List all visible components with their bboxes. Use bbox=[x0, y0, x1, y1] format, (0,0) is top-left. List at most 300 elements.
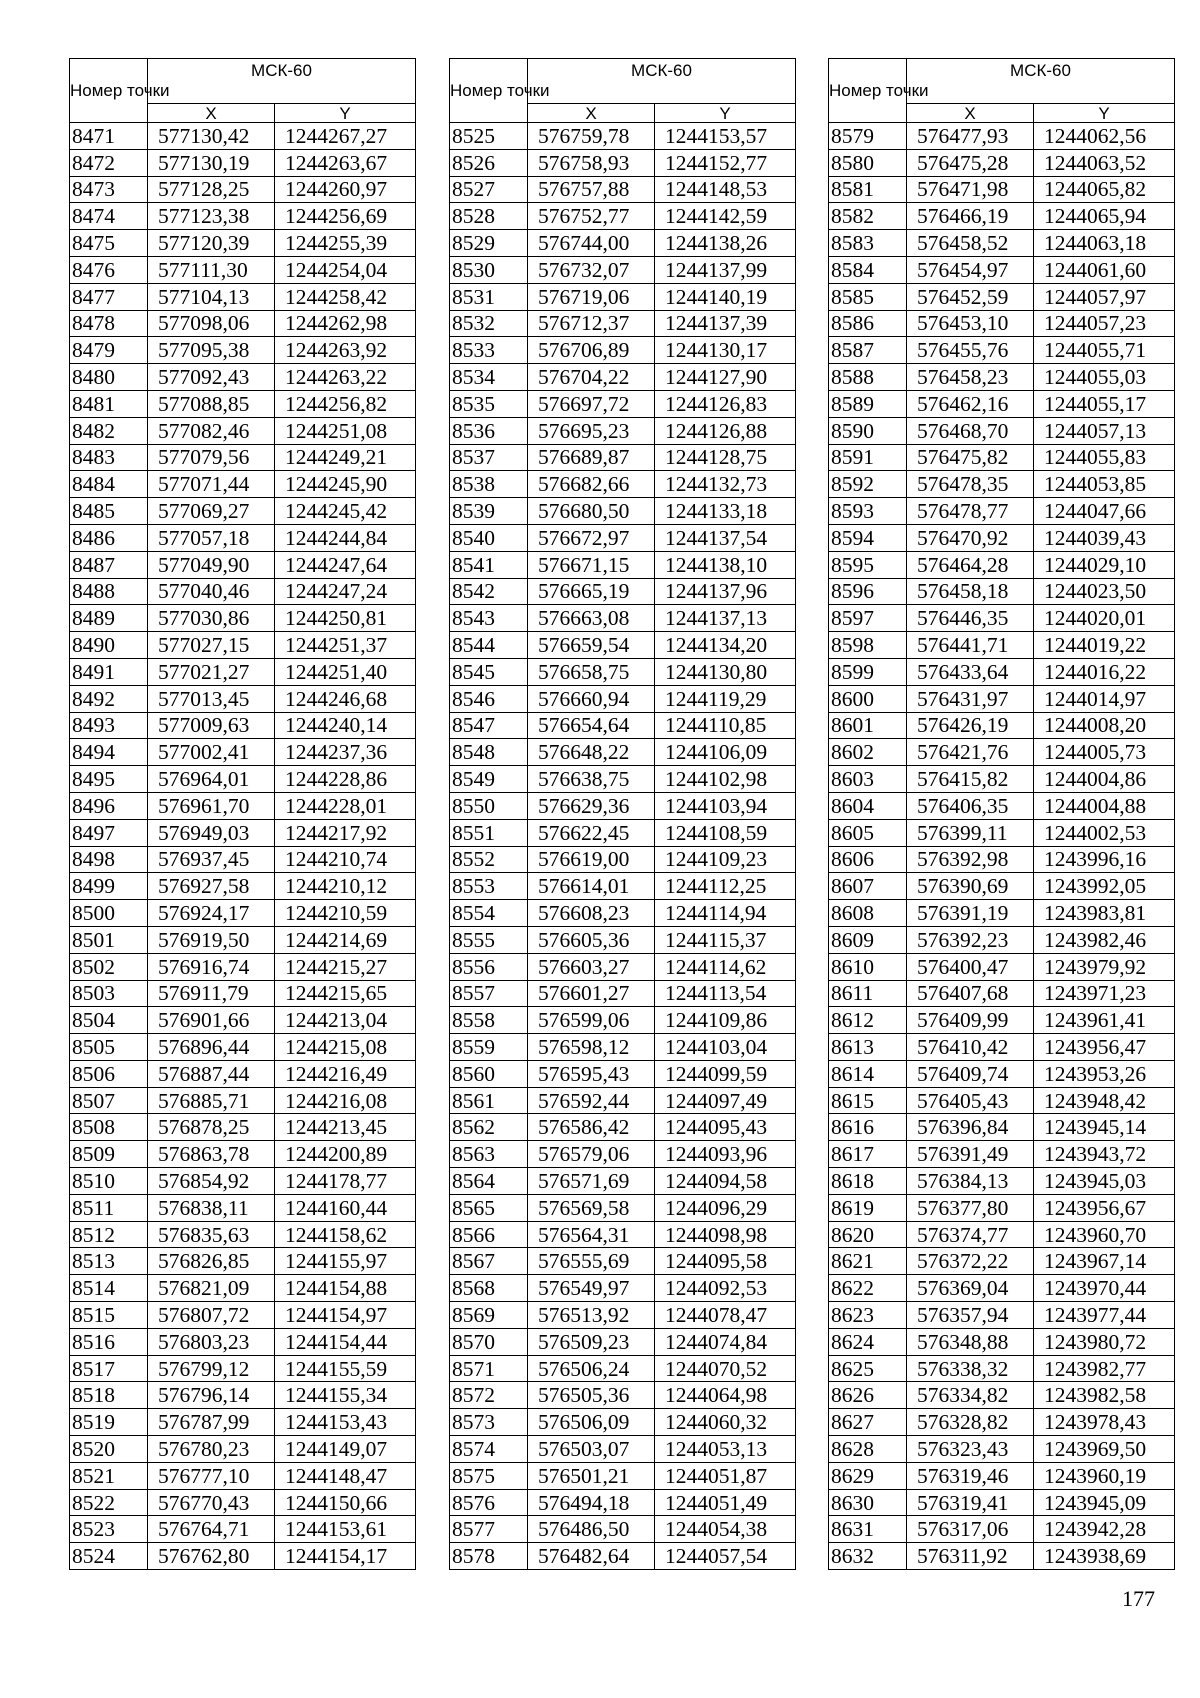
y-cell: 1244051,87 bbox=[655, 1462, 796, 1489]
point-number-header: Номер точки bbox=[70, 59, 148, 123]
y-cell: 1244140,19 bbox=[655, 283, 796, 310]
y-cell: 1244215,08 bbox=[275, 1034, 416, 1061]
x-cell: 576803,23 bbox=[148, 1328, 275, 1355]
x-cell: 576323,43 bbox=[907, 1436, 1034, 1463]
x-cell: 576391,49 bbox=[907, 1141, 1034, 1168]
table-row bbox=[450, 578, 796, 605]
point-number-cell: 8501 bbox=[70, 926, 148, 953]
table-row bbox=[450, 819, 796, 846]
x-cell: 576458,23 bbox=[907, 364, 1034, 391]
x-cell: 576622,45 bbox=[528, 819, 655, 846]
x-cell: 576719,06 bbox=[528, 283, 655, 310]
x-cell: 576796,14 bbox=[148, 1382, 275, 1409]
table-row bbox=[829, 1328, 1175, 1355]
y-cell: 1244137,13 bbox=[655, 605, 796, 632]
x-cell: 576317,06 bbox=[907, 1516, 1034, 1543]
y-cell: 1244097,49 bbox=[655, 1087, 796, 1114]
x-cell: 576409,99 bbox=[907, 1007, 1034, 1034]
y-cell: 1243945,03 bbox=[1034, 1168, 1175, 1195]
x-cell: 576648,22 bbox=[528, 739, 655, 766]
x-cell: 576433,64 bbox=[907, 658, 1034, 685]
coordinates-table-2 bbox=[449, 58, 796, 1570]
point-number-cell: 8601 bbox=[829, 712, 907, 739]
y-cell: 1244138,26 bbox=[655, 230, 796, 257]
y-cell: 1244153,61 bbox=[275, 1516, 416, 1543]
table-row bbox=[70, 1141, 416, 1168]
x-cell: 576826,85 bbox=[148, 1248, 275, 1275]
point-number-cell: 8563 bbox=[450, 1141, 528, 1168]
point-number-cell: 8588 bbox=[829, 364, 907, 391]
table-row bbox=[70, 498, 416, 525]
x-cell: 576787,99 bbox=[148, 1409, 275, 1436]
y-cell: 1244213,45 bbox=[275, 1114, 416, 1141]
y-cell: 1244244,84 bbox=[275, 524, 416, 551]
x-cell: 576838,11 bbox=[148, 1194, 275, 1221]
x-cell: 576399,11 bbox=[907, 819, 1034, 846]
y-cell: 1244245,42 bbox=[275, 498, 416, 525]
y-cell: 1244137,99 bbox=[655, 256, 796, 283]
x-cell: 577030,86 bbox=[148, 605, 275, 632]
y-cell: 1244109,86 bbox=[655, 1007, 796, 1034]
table-row bbox=[70, 1275, 416, 1302]
table-row bbox=[829, 1141, 1175, 1168]
table-row bbox=[70, 1087, 416, 1114]
x-cell: 576759,78 bbox=[528, 123, 655, 150]
point-number-cell: 8576 bbox=[450, 1489, 528, 1516]
x-cell: 576919,50 bbox=[148, 926, 275, 953]
point-number-cell: 8476 bbox=[70, 256, 148, 283]
point-number-cell: 8543 bbox=[450, 605, 528, 632]
x-cell: 576752,77 bbox=[528, 203, 655, 230]
x-cell: 576441,71 bbox=[907, 632, 1034, 659]
table-row bbox=[829, 1355, 1175, 1382]
x-cell: 576732,07 bbox=[528, 256, 655, 283]
y-cell: 1244250,81 bbox=[275, 605, 416, 632]
point-number-cell: 8549 bbox=[450, 766, 528, 793]
point-number-cell: 8537 bbox=[450, 444, 528, 471]
x-cell: 576466,19 bbox=[907, 203, 1034, 230]
table-row bbox=[70, 551, 416, 578]
y-cell: 1243982,58 bbox=[1034, 1382, 1175, 1409]
table-row bbox=[829, 1060, 1175, 1087]
point-number-cell: 8626 bbox=[829, 1382, 907, 1409]
x-cell: 576927,58 bbox=[148, 873, 275, 900]
point-number-cell: 8567 bbox=[450, 1248, 528, 1275]
x-cell: 576924,17 bbox=[148, 900, 275, 927]
point-number-cell: 8579 bbox=[829, 123, 907, 150]
table-row bbox=[829, 471, 1175, 498]
x-cell: 576372,22 bbox=[907, 1248, 1034, 1275]
x-cell: 576614,01 bbox=[528, 873, 655, 900]
y-cell: 1244262,98 bbox=[275, 310, 416, 337]
y-cell: 1244060,32 bbox=[655, 1409, 796, 1436]
y-cell: 1244099,59 bbox=[655, 1060, 796, 1087]
y-cell: 1244127,90 bbox=[655, 364, 796, 391]
point-number-cell: 8613 bbox=[829, 1034, 907, 1061]
y-cell: 1244240,14 bbox=[275, 712, 416, 739]
x-cell: 576477,93 bbox=[907, 123, 1034, 150]
table-row bbox=[450, 551, 796, 578]
point-number-cell: 8506 bbox=[70, 1060, 148, 1087]
y-cell: 1244132,73 bbox=[655, 471, 796, 498]
x-cell: 576619,00 bbox=[528, 846, 655, 873]
y-cell: 1244237,36 bbox=[275, 739, 416, 766]
y-cell: 1244065,82 bbox=[1034, 176, 1175, 203]
y-cell: 1244154,17 bbox=[275, 1543, 416, 1570]
x-cell: 576665,19 bbox=[528, 578, 655, 605]
point-number-cell: 8546 bbox=[450, 685, 528, 712]
y-cell: 1244016,22 bbox=[1034, 658, 1175, 685]
table-row bbox=[450, 364, 796, 391]
x-cell: 576377,80 bbox=[907, 1194, 1034, 1221]
table-row bbox=[450, 1007, 796, 1034]
point-number-cell: 8624 bbox=[829, 1328, 907, 1355]
table-row bbox=[829, 1168, 1175, 1195]
y-cell: 1244154,44 bbox=[275, 1328, 416, 1355]
coordinate-system-header: МСК-60 bbox=[528, 59, 796, 104]
x-cell: 576470,92 bbox=[907, 524, 1034, 551]
point-number-cell: 8504 bbox=[70, 1007, 148, 1034]
x-cell: 576961,70 bbox=[148, 792, 275, 819]
x-cell: 576671,15 bbox=[528, 551, 655, 578]
point-number-cell: 8566 bbox=[450, 1221, 528, 1248]
table-row bbox=[829, 1489, 1175, 1516]
x-cell: 577021,27 bbox=[148, 658, 275, 685]
point-number-cell: 8471 bbox=[70, 123, 148, 150]
point-number-cell: 8585 bbox=[829, 283, 907, 310]
x-cell: 576807,72 bbox=[148, 1302, 275, 1329]
y-cell: 1244029,10 bbox=[1034, 551, 1175, 578]
point-number-cell: 8600 bbox=[829, 685, 907, 712]
point-number-cell: 8547 bbox=[450, 712, 528, 739]
y-cell: 1244004,88 bbox=[1034, 792, 1175, 819]
y-cell: 1243978,43 bbox=[1034, 1409, 1175, 1436]
table-row bbox=[70, 390, 416, 417]
y-cell: 1244210,74 bbox=[275, 846, 416, 873]
x-cell: 576421,76 bbox=[907, 739, 1034, 766]
table-row bbox=[450, 1060, 796, 1087]
table-row bbox=[70, 176, 416, 203]
table-row bbox=[829, 1543, 1175, 1570]
x-cell: 576697,72 bbox=[528, 390, 655, 417]
table-row bbox=[450, 471, 796, 498]
point-number-cell: 8593 bbox=[829, 498, 907, 525]
point-number-cell: 8604 bbox=[829, 792, 907, 819]
point-number-cell: 8554 bbox=[450, 900, 528, 927]
x-cell: 576471,98 bbox=[907, 176, 1034, 203]
point-number-cell: 8569 bbox=[450, 1302, 528, 1329]
y-cell: 1244004,86 bbox=[1034, 766, 1175, 793]
table-row bbox=[829, 256, 1175, 283]
y-cell: 1243961,41 bbox=[1034, 1007, 1175, 1034]
y-cell: 1244020,01 bbox=[1034, 605, 1175, 632]
y-cell: 1244215,65 bbox=[275, 980, 416, 1007]
point-number-cell: 8607 bbox=[829, 873, 907, 900]
table-row bbox=[450, 1114, 796, 1141]
point-number-cell: 8619 bbox=[829, 1194, 907, 1221]
point-number-cell: 8493 bbox=[70, 712, 148, 739]
point-number-cell: 8479 bbox=[70, 337, 148, 364]
point-number-cell: 8538 bbox=[450, 471, 528, 498]
x-cell: 577130,42 bbox=[148, 123, 275, 150]
x-cell: 577088,85 bbox=[148, 390, 275, 417]
point-number-cell: 8533 bbox=[450, 337, 528, 364]
x-cell: 576663,08 bbox=[528, 605, 655, 632]
point-number-cell: 8618 bbox=[829, 1168, 907, 1195]
y-cell: 1244061,60 bbox=[1034, 256, 1175, 283]
x-cell: 576770,43 bbox=[148, 1489, 275, 1516]
y-cell: 1244228,01 bbox=[275, 792, 416, 819]
y-cell: 1244153,43 bbox=[275, 1409, 416, 1436]
y-cell: 1244251,08 bbox=[275, 417, 416, 444]
table-row bbox=[450, 846, 796, 873]
point-number-cell: 8492 bbox=[70, 685, 148, 712]
coordinate-system-header: МСК-60 bbox=[148, 59, 416, 104]
table-row bbox=[450, 1302, 796, 1329]
point-number-cell: 8521 bbox=[70, 1462, 148, 1489]
point-number-cell: 8598 bbox=[829, 632, 907, 659]
table-row bbox=[70, 1489, 416, 1516]
y-cell: 1244260,97 bbox=[275, 176, 416, 203]
y-cell: 1244214,69 bbox=[275, 926, 416, 953]
y-header: Y bbox=[275, 104, 416, 123]
y-cell: 1243942,28 bbox=[1034, 1516, 1175, 1543]
point-number-cell: 8523 bbox=[70, 1516, 148, 1543]
table-row bbox=[450, 712, 796, 739]
table-row bbox=[70, 632, 416, 659]
table-row bbox=[70, 123, 416, 150]
point-number-cell: 8622 bbox=[829, 1275, 907, 1302]
y-cell: 1244133,18 bbox=[655, 498, 796, 525]
y-header: Y bbox=[655, 104, 796, 123]
x-cell: 576369,04 bbox=[907, 1275, 1034, 1302]
point-number-cell: 8615 bbox=[829, 1087, 907, 1114]
table-row bbox=[450, 1275, 796, 1302]
point-number-cell: 8550 bbox=[450, 792, 528, 819]
table-row bbox=[450, 1248, 796, 1275]
point-number-cell: 8581 bbox=[829, 176, 907, 203]
point-number-cell: 8583 bbox=[829, 230, 907, 257]
x-cell: 576396,84 bbox=[907, 1114, 1034, 1141]
point-number-cell: 8602 bbox=[829, 739, 907, 766]
y-cell: 1244057,54 bbox=[655, 1543, 796, 1570]
y-cell: 1244063,18 bbox=[1034, 230, 1175, 257]
x-cell: 576964,01 bbox=[148, 766, 275, 793]
table-row bbox=[70, 364, 416, 391]
y-cell: 1244057,13 bbox=[1034, 417, 1175, 444]
point-number-cell: 8531 bbox=[450, 283, 528, 310]
x-cell: 576885,71 bbox=[148, 1087, 275, 1114]
point-number-cell: 8573 bbox=[450, 1409, 528, 1436]
point-number-cell: 8544 bbox=[450, 632, 528, 659]
x-cell: 577130,19 bbox=[148, 149, 275, 176]
point-number-cell: 8530 bbox=[450, 256, 528, 283]
point-number-cell: 8498 bbox=[70, 846, 148, 873]
y-cell: 1243983,81 bbox=[1034, 900, 1175, 927]
x-cell: 576654,64 bbox=[528, 712, 655, 739]
y-cell: 1243956,67 bbox=[1034, 1194, 1175, 1221]
point-number-cell: 8592 bbox=[829, 471, 907, 498]
y-cell: 1243980,72 bbox=[1034, 1328, 1175, 1355]
x-header: X bbox=[907, 104, 1034, 123]
table-row bbox=[70, 1328, 416, 1355]
point-number-cell: 8629 bbox=[829, 1462, 907, 1489]
table-row bbox=[450, 900, 796, 927]
table-row bbox=[829, 819, 1175, 846]
x-cell: 576757,88 bbox=[528, 176, 655, 203]
x-cell: 576564,31 bbox=[528, 1221, 655, 1248]
y-cell: 1243960,70 bbox=[1034, 1221, 1175, 1248]
y-cell: 1244019,22 bbox=[1034, 632, 1175, 659]
y-cell: 1243982,46 bbox=[1034, 926, 1175, 953]
x-cell: 576453,10 bbox=[907, 310, 1034, 337]
point-number-cell: 8513 bbox=[70, 1248, 148, 1275]
point-number-cell: 8562 bbox=[450, 1114, 528, 1141]
x-cell: 576464,28 bbox=[907, 551, 1034, 578]
y-cell: 1244092,53 bbox=[655, 1275, 796, 1302]
point-number-cell: 8606 bbox=[829, 846, 907, 873]
y-cell: 1244255,39 bbox=[275, 230, 416, 257]
x-cell: 576509,23 bbox=[528, 1328, 655, 1355]
table-row bbox=[829, 444, 1175, 471]
point-number-cell: 8532 bbox=[450, 310, 528, 337]
point-number-cell: 8489 bbox=[70, 605, 148, 632]
table-row bbox=[70, 203, 416, 230]
y-cell: 1244246,68 bbox=[275, 685, 416, 712]
x-cell: 576311,92 bbox=[907, 1543, 1034, 1570]
point-number-cell: 8522 bbox=[70, 1489, 148, 1516]
y-cell: 1244115,37 bbox=[655, 926, 796, 953]
point-number-cell: 8609 bbox=[829, 926, 907, 953]
y-cell: 1244213,04 bbox=[275, 1007, 416, 1034]
x-cell: 576660,94 bbox=[528, 685, 655, 712]
x-cell: 576911,79 bbox=[148, 980, 275, 1007]
y-cell: 1243970,44 bbox=[1034, 1275, 1175, 1302]
y-cell: 1244155,34 bbox=[275, 1382, 416, 1409]
table-row bbox=[70, 926, 416, 953]
table-row bbox=[450, 1489, 796, 1516]
point-number-cell: 8582 bbox=[829, 203, 907, 230]
y-cell: 1244014,97 bbox=[1034, 685, 1175, 712]
x-cell: 577040,46 bbox=[148, 578, 275, 605]
x-cell: 576658,75 bbox=[528, 658, 655, 685]
y-cell: 1244254,04 bbox=[275, 256, 416, 283]
y-cell: 1243953,26 bbox=[1034, 1060, 1175, 1087]
x-cell: 576569,58 bbox=[528, 1194, 655, 1221]
table-row bbox=[829, 766, 1175, 793]
x-cell: 576854,92 bbox=[148, 1168, 275, 1195]
point-number-cell: 8611 bbox=[829, 980, 907, 1007]
x-cell: 576384,13 bbox=[907, 1168, 1034, 1195]
table-row bbox=[829, 1516, 1175, 1543]
x-cell: 576598,12 bbox=[528, 1034, 655, 1061]
table-row bbox=[70, 712, 416, 739]
point-number-cell: 8500 bbox=[70, 900, 148, 927]
table-row bbox=[829, 658, 1175, 685]
x-cell: 577009,63 bbox=[148, 712, 275, 739]
table-row bbox=[70, 980, 416, 1007]
y-cell: 1243971,23 bbox=[1034, 980, 1175, 1007]
point-number-cell: 8517 bbox=[70, 1355, 148, 1382]
point-number-cell: 8499 bbox=[70, 873, 148, 900]
table-row bbox=[829, 1409, 1175, 1436]
x-cell: 577120,39 bbox=[148, 230, 275, 257]
y-cell: 1244094,58 bbox=[655, 1168, 796, 1195]
point-number-cell: 8484 bbox=[70, 471, 148, 498]
x-cell: 576863,78 bbox=[148, 1141, 275, 1168]
table-row bbox=[450, 417, 796, 444]
y-cell: 1244200,89 bbox=[275, 1141, 416, 1168]
y-cell: 1244002,53 bbox=[1034, 819, 1175, 846]
point-number-cell: 8480 bbox=[70, 364, 148, 391]
y-cell: 1244247,64 bbox=[275, 551, 416, 578]
table-row bbox=[70, 1168, 416, 1195]
x-cell: 577123,38 bbox=[148, 203, 275, 230]
point-number-cell: 8491 bbox=[70, 658, 148, 685]
point-number-cell: 8535 bbox=[450, 390, 528, 417]
point-number-cell: 8621 bbox=[829, 1248, 907, 1275]
x-cell: 576608,23 bbox=[528, 900, 655, 927]
y-cell: 1244215,27 bbox=[275, 953, 416, 980]
point-number-cell: 8539 bbox=[450, 498, 528, 525]
table-row bbox=[829, 953, 1175, 980]
point-number-cell: 8625 bbox=[829, 1355, 907, 1382]
point-number-cell: 8591 bbox=[829, 444, 907, 471]
x-cell: 577069,27 bbox=[148, 498, 275, 525]
point-number-cell: 8564 bbox=[450, 1168, 528, 1195]
table-row bbox=[450, 605, 796, 632]
x-cell: 576780,23 bbox=[148, 1436, 275, 1463]
y-cell: 1243992,05 bbox=[1034, 873, 1175, 900]
point-number-cell: 8580 bbox=[829, 149, 907, 176]
coordinates-table-1 bbox=[69, 58, 416, 1570]
point-number-cell: 8511 bbox=[70, 1194, 148, 1221]
y-cell: 1244096,29 bbox=[655, 1194, 796, 1221]
x-cell: 576409,74 bbox=[907, 1060, 1034, 1087]
table-row bbox=[829, 417, 1175, 444]
point-number-cell: 8597 bbox=[829, 605, 907, 632]
table-row bbox=[450, 1355, 796, 1382]
y-cell: 1244137,54 bbox=[655, 524, 796, 551]
table-row bbox=[829, 1034, 1175, 1061]
table-row bbox=[70, 524, 416, 551]
table-row bbox=[829, 1007, 1175, 1034]
point-number-cell: 8505 bbox=[70, 1034, 148, 1061]
y-cell: 1244112,25 bbox=[655, 873, 796, 900]
table-row bbox=[829, 149, 1175, 176]
x-cell: 576758,93 bbox=[528, 149, 655, 176]
point-number-cell: 8507 bbox=[70, 1087, 148, 1114]
x-cell: 576695,23 bbox=[528, 417, 655, 444]
point-number-cell: 8524 bbox=[70, 1543, 148, 1570]
y-cell: 1244063,52 bbox=[1034, 149, 1175, 176]
point-number-cell: 8481 bbox=[70, 390, 148, 417]
x-cell: 576406,35 bbox=[907, 792, 1034, 819]
table-row bbox=[70, 283, 416, 310]
table-row bbox=[450, 230, 796, 257]
table-row bbox=[70, 578, 416, 605]
y-cell: 1244152,77 bbox=[655, 149, 796, 176]
table-row bbox=[450, 685, 796, 712]
point-number-cell: 8515 bbox=[70, 1302, 148, 1329]
x-cell: 576501,21 bbox=[528, 1462, 655, 1489]
y-cell: 1244256,69 bbox=[275, 203, 416, 230]
table-row bbox=[450, 444, 796, 471]
y-cell: 1243956,47 bbox=[1034, 1034, 1175, 1061]
x-cell: 576629,36 bbox=[528, 792, 655, 819]
table-row bbox=[829, 873, 1175, 900]
point-number-cell: 8495 bbox=[70, 766, 148, 793]
